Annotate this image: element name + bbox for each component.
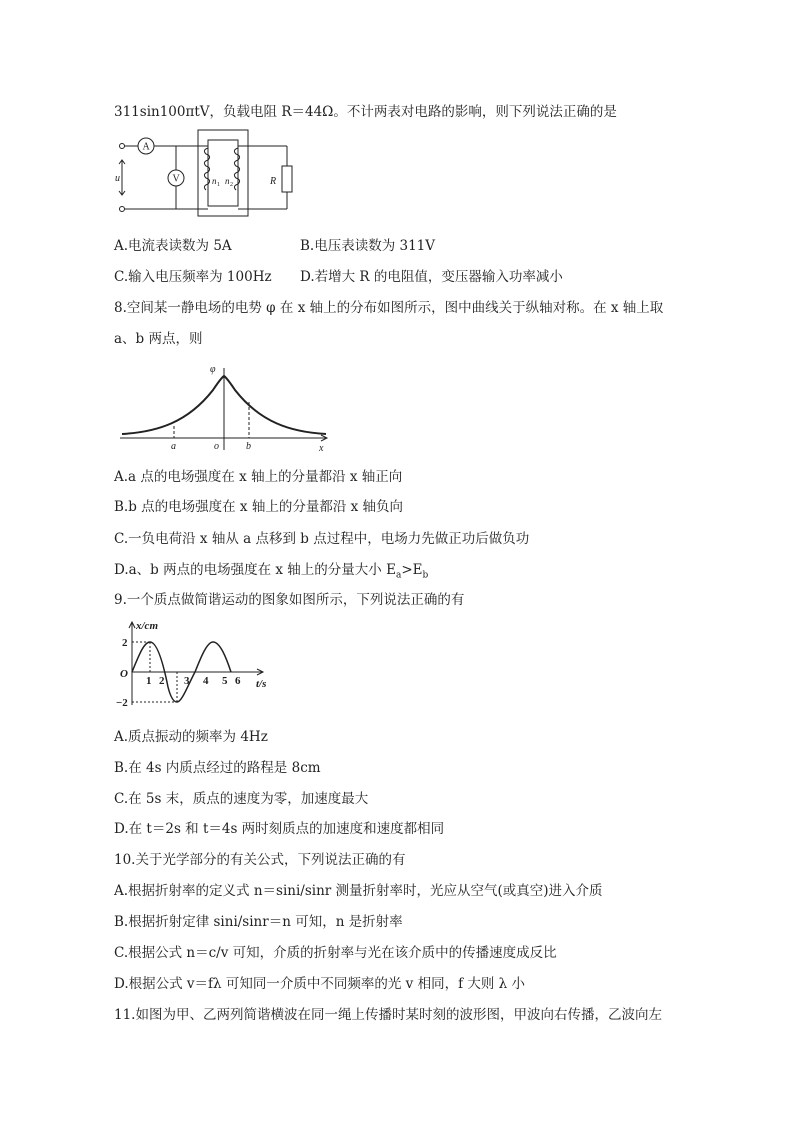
q9-ylabel: x/cm xyxy=(136,620,158,632)
secondary-turns-label: n xyxy=(225,176,230,186)
q8-option-d-mid: >E xyxy=(401,562,423,578)
q7-option-a: A.电流表读数为 5A xyxy=(114,238,232,254)
q7-option-d: D.若增大 R 的电阻值，变压器输入功率减小 xyxy=(300,269,563,285)
q7-stem-tail: 311sin100πtV，负载电阻 R＝44Ω。不计两表对电路的影响，则下列说法正确的是 xyxy=(114,104,617,120)
secondary-turns-sub: 2 xyxy=(230,182,233,188)
q8-option-d-sub-a: a xyxy=(395,570,402,581)
q8-stem-line1: 8.空间某一静电场的电势 φ 在 x 轴上的分布如图所示，图中曲线关于纵轴对称。在 x 轴上取 xyxy=(114,300,664,316)
q9-xtick-6: 6 xyxy=(235,675,241,687)
primary-coil xyxy=(204,148,209,190)
q10-option-d: D.根据公式 v＝fλ 可知同一介质中不同频率的光 v 相同，f 大则 λ 小 xyxy=(114,976,526,992)
q9-xtick-1: 1 xyxy=(146,675,152,687)
point-b-label: b xyxy=(246,441,251,452)
q8-option-d-text: D.a、b 两点的电场强度在 x 轴上的分量大小 E xyxy=(114,562,396,578)
q9-shm-graph xyxy=(112,617,282,709)
q9-xtick-2: 2 xyxy=(159,675,165,687)
q9-xlabel: t/s xyxy=(256,678,267,690)
q10-stem: 10.关于光学部分的有关公式，下列说法正确的有 xyxy=(114,852,406,868)
q7-option-c: C.输入电压频率为 100Hz xyxy=(114,269,272,285)
load-label: R xyxy=(270,176,277,187)
q8-option-c: C.一负电荷沿 x 轴从 a 点移到 b 点过程中，电场力先做正功后做负功 xyxy=(114,531,530,547)
point-a-label: a xyxy=(171,441,176,452)
q7-option-b: B.电压表读数为 311V xyxy=(300,238,436,254)
q8-stem-line2: a、b 两点，则 xyxy=(114,331,203,347)
q9-ytick-pos: 2 xyxy=(122,637,128,649)
q9-option-c: C.在 5s 末，质点的速度为零，加速度最大 xyxy=(114,791,369,807)
q8-option-d-sub-b: b xyxy=(422,570,429,581)
load-resistor xyxy=(282,166,292,192)
q9-option-a: A.质点振动的频率为 4Hz xyxy=(114,729,268,745)
q9-origin: O xyxy=(120,668,128,680)
transformer-core-inner xyxy=(208,140,238,206)
q11-stem: 11.如图为甲、乙两列简谐横波在同一绳上传播时某时刻的波形图，甲波向右传播，乙波向左 xyxy=(114,1007,662,1023)
q9-ytick-neg: −2 xyxy=(116,697,128,709)
q9-xtick-5: 5 xyxy=(222,675,228,687)
q10-option-c: C.根据公式 n＝c/v 可知，介质的折射率与光在该介质中的传播速度成反比 xyxy=(114,945,557,961)
x-axis-label: x xyxy=(319,443,324,454)
q10-option-a: A.根据折射率的定义式 n＝sini/sinr 测量折射率时，光应从空气(或真空)进入介质 xyxy=(114,883,603,899)
input-voltage-label: u xyxy=(115,173,120,184)
input-terminal-top xyxy=(120,144,125,149)
q9-option-d: D.在 t＝2s 和 t＝4s 两时刻质点的加速度和速度都相同 xyxy=(114,821,445,837)
input-terminal-bottom xyxy=(120,207,125,212)
voltmeter-label: V xyxy=(172,173,180,185)
primary-turns-label: n xyxy=(212,176,217,186)
q9-stem: 9.一个质点做简谐运动的图象如图所示，下列说法正确的有 xyxy=(114,592,465,608)
phi-label: φ xyxy=(210,364,216,375)
q8-option-a: A.a 点的电场强度在 x 轴上的分量都沿 x 轴正向 xyxy=(114,469,403,485)
q8-option-b: B.b 点的电场强度在 x 轴上的分量都沿 x 轴负向 xyxy=(114,499,404,515)
q7-transformer-figure xyxy=(112,126,302,218)
q8-potential-figure xyxy=(118,360,334,454)
q10-option-b: B.根据折射定律 sini/sinr＝n 可知，n 是折射率 xyxy=(114,914,403,930)
q8-option-d xyxy=(114,560,428,586)
q9-xtick-3: 3 xyxy=(184,675,190,687)
secondary-coil xyxy=(234,148,239,190)
primary-turns-sub: 1 xyxy=(217,182,220,188)
ammeter-label: A xyxy=(142,141,150,153)
q9-option-b: B.在 4s 内质点经过的路程是 8cm xyxy=(114,760,321,776)
origin-label: o xyxy=(214,441,219,452)
q9-xtick-4: 4 xyxy=(203,675,209,687)
